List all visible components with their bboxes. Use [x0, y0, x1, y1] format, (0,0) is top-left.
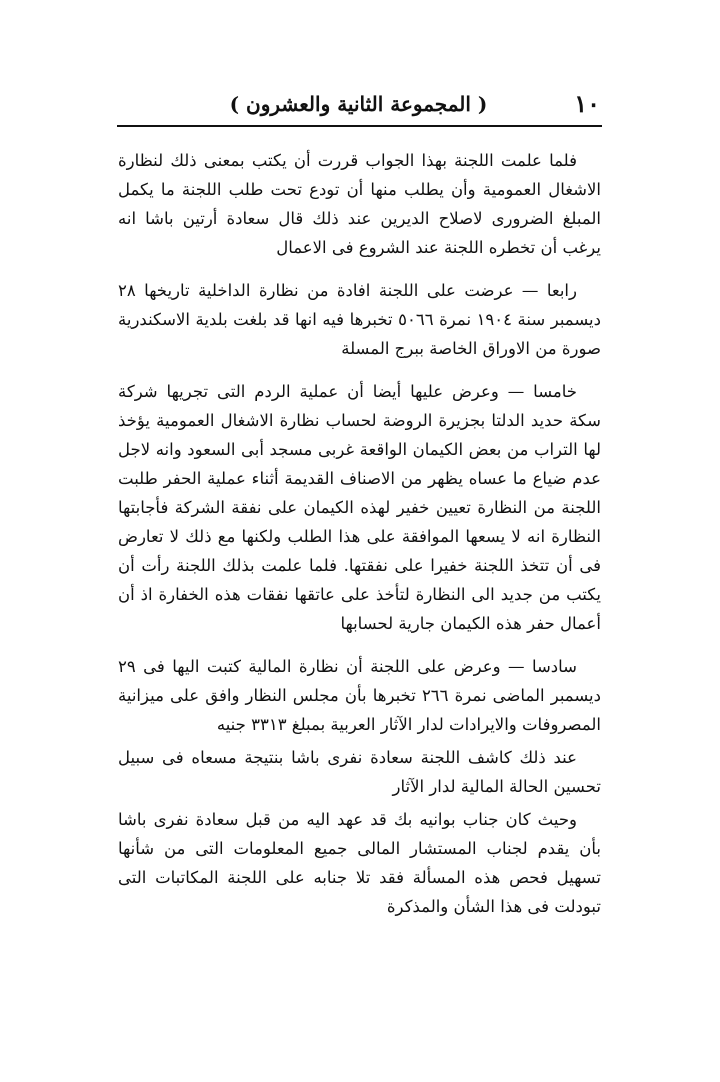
paragraph-gap — [118, 363, 601, 377]
paragraph-sixth: سادسا — وعرض على اللجنة أن نظارة المالية كتبت اليها فى ٢٩ ديسمبر الماضى نمرة ٢٦٦ تخبرها بأن مجلس النظار وافق على ميزانية المصروفات والايرادات لدار الآثار العربية بمبلغ ٣٣١٣ جنيه — [118, 657, 601, 734]
paragraph-bonnet: وحيث كان جناب بوانيه بك قد عهد اليه من قبل سعادة نفرى باشا بأن يقدم لجناب المستشار المالى جميع المعلومات التى من شأنها تسهيل فحص هذه المسألة فقد تلا جنابه على اللجنة المكاتبات التى تبودلت فى هذا الشأن والمذكرة — [118, 810, 601, 916]
paragraph-finance: عند ذلك كاشف اللجنة سعادة نفرى باشا بنتيجة مسعاه فى سبيل تحسين الحالة المالية لدار الآثار — [118, 748, 601, 796]
page-number: ١٠ — [574, 89, 600, 118]
running-title: ( المجموعة الثانية والعشرون ) — [229, 92, 488, 116]
body-text — [118, 146, 601, 921]
paragraph-intro: فلما علمت اللجنة بهذا الجواب قررت أن يكتب بمعنى ذلك لنظارة الاشغال العمومية وأن يطلب منها أن تودع تحت طلب اللجنة ما يكمل المبلغ الضرورى لاصلاح الديرين عند ذلك قال سعادة أرتين باشا انه يرغب أن تخطره اللجنة عند الشروع فى الاعمال — [118, 151, 601, 257]
paragraph-gap — [118, 262, 601, 276]
paragraph-gap — [118, 638, 601, 652]
paragraph-fifth: خامسا — وعرض عليها أيضا أن عملية الردم التى تجريها شركة سكة حديد الدلتا بجزيرة الروضة لحساب نظارة الاشغال العمومية يؤخذ لها التراب من بعض الكيمان الواقعة غربى مسجد أبى السعود وانه لاجل عدم ضياع ما عساه يظهر من الاصناف القديمة أثناء عملية الحفر طلبت اللجنة من النظارة تعيين خفير لهذه الكيمان على نفقة الشركة فأجابتها النظارة انه لا يسعها الموافقة على هذا الطلب ولكنها مع ذلك لا تعارض فى أن تتخذ اللجنة خفيرا على نفقتها. فلما علمت بذلك اللجنة رأت أن يكتب من جديد الى النظارة لتأخذ على عاتقها نفقات هذه الخفارة اذ أن أعمال حفر هذه الكيمان جارية لحسابها — [118, 382, 601, 633]
paragraph-fourth: رابعا — عرضت على اللجنة افادة من نظارة الداخلية تاريخها ٢٨ ديسمبر سنة ١٩٠٤ نمرة ٥٠٦٦ تخبرها فيه انها قد بلغت بلدية الاسكندرية صورة من الاوراق الخاصة ببرج المسلة — [118, 281, 601, 358]
header-rule — [117, 125, 602, 127]
page-header — [117, 88, 600, 124]
